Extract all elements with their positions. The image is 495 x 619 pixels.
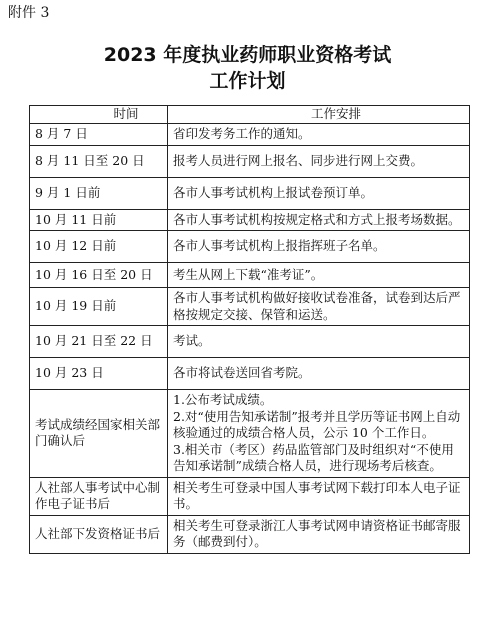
time-cell: 10 月 19 日前 [30, 288, 168, 326]
time-cell: 人社部人事考试中心制作电子证书后 [30, 477, 168, 515]
plan-cell: 各市将试卷送回省考院。 [168, 358, 470, 390]
plan-cell: 相关考生可登录浙江人事考试网申请资格证书邮寄服务（邮费到付）。 [168, 515, 470, 553]
plan-cell [168, 390, 470, 478]
plan-cell: 省印发考务工作的通知。 [168, 123, 470, 145]
plan-cell: 相关考生可登录中国人事考试网下载打印本人电子证书。 [168, 477, 470, 515]
table-row [30, 477, 470, 515]
time-cell: 考试成绩经国家相关部门确认后 [30, 390, 168, 478]
time-cell: 8 月 11 日至 20 日 [30, 145, 168, 177]
table-row [30, 263, 470, 288]
plan-cell: 各市人事考试机构做好接收试卷准备，试卷到达后严格按规定交接、保管和运送。 [168, 288, 470, 326]
header-plan: 工作安排 [168, 106, 470, 124]
plan-cell: 考试。 [168, 326, 470, 358]
time-cell: 10 月 21 日至 22 日 [30, 326, 168, 358]
time-cell: 10 月 23 日 [30, 358, 168, 390]
time-cell: 10 月 12 日前 [30, 231, 168, 263]
plan-cell: 各市人事考试机构上报试卷预订单。 [168, 177, 470, 209]
table-row [30, 145, 470, 177]
time-cell: 10 月 11 日前 [30, 209, 168, 231]
plan-cell: 报考人员进行网上报名、同步进行网上交费。 [168, 145, 470, 177]
table-row [30, 358, 470, 390]
table-row [30, 209, 470, 231]
attachment-label: 附件 3 [8, 5, 50, 21]
table-row [30, 288, 470, 326]
table-row [30, 177, 470, 209]
plan-cell: 考生从网上下载“准考证”。 [168, 263, 470, 288]
plan-cell: 各市人事考试机构上报指挥班子名单。 [168, 231, 470, 263]
plan-item: 2.对“使用告知承诺制”报考并且学历等证书网上自动核验通过的成绩合格人员，公示 10 个工作日。 [173, 408, 461, 440]
table-row [30, 515, 470, 553]
document-title: 2023 年度执业药师职业资格考试 [103, 44, 392, 66]
table-header-row [30, 106, 470, 124]
table-row [30, 231, 470, 263]
plan-item: 1.公布考试成绩。 [173, 392, 273, 407]
work-plan-table [29, 105, 470, 554]
table-row [30, 326, 470, 358]
plan-item: 3.相关市（考区）药品监管部门及时组织对“不使用告知承诺制”成绩合格人员，进行现场考后核查。 [173, 441, 454, 473]
header-time: 时间 [30, 106, 168, 124]
plan-cell: 各市人事考试机构按规定格式和方式上报考场数据。 [168, 209, 470, 231]
time-cell: 人社部下发资格证书后 [30, 515, 168, 553]
table-row [30, 123, 470, 145]
time-cell: 9 月 1 日前 [30, 177, 168, 209]
time-cell: 8 月 7 日 [30, 123, 168, 145]
time-cell: 10 月 16 日至 20 日 [30, 263, 168, 288]
document-subtitle: 工作计划 [209, 70, 286, 92]
table-row [30, 390, 470, 478]
